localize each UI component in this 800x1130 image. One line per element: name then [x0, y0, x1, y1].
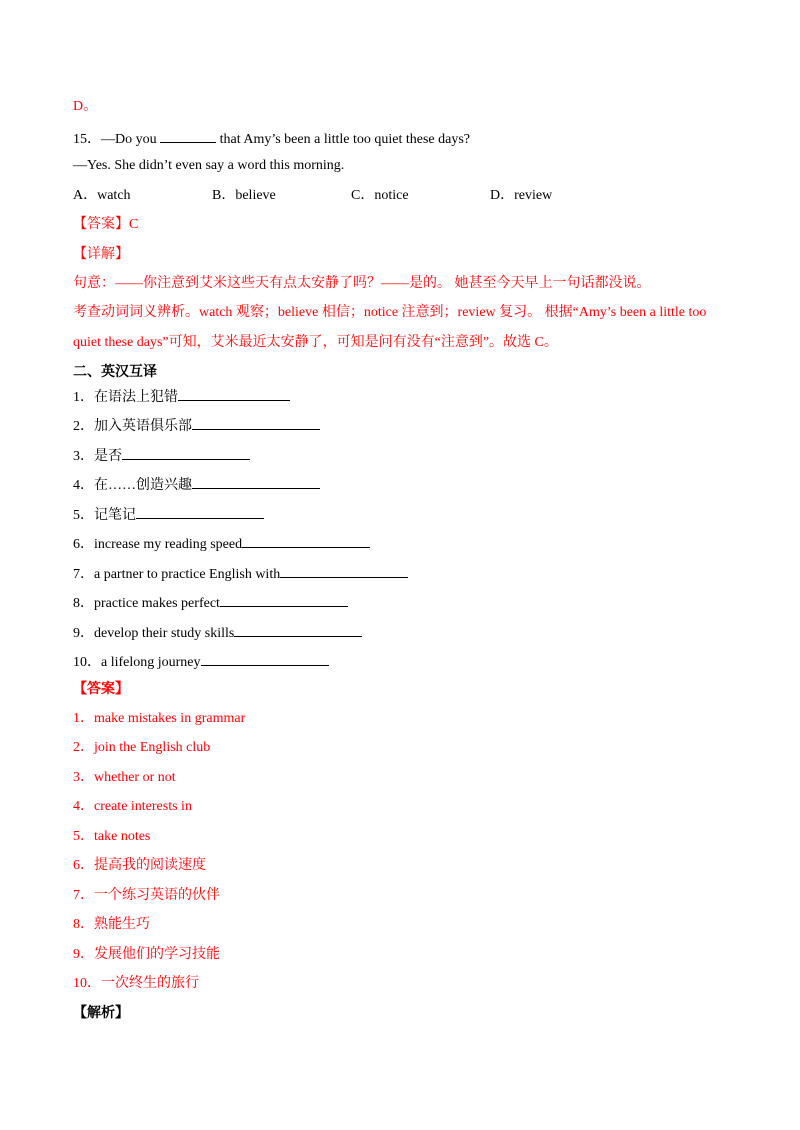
item-text: 1．在语法上犯错	[73, 390, 178, 405]
answer-item: 1．make mistakes in grammar	[73, 711, 246, 726]
answer-item: 5．take notes	[73, 829, 151, 844]
explain-label: 【详解】	[73, 247, 129, 262]
option-a: A．watch	[73, 188, 131, 203]
translation-item	[73, 386, 290, 407]
answer-item: 10．一次终生的旅行	[73, 976, 199, 991]
analysis-label: 【解析】	[73, 1006, 129, 1021]
answer-item: 7．一个练习英语的伙伴	[73, 888, 220, 903]
translation-item	[73, 622, 362, 643]
option-c: C．notice	[351, 188, 409, 203]
stem-part-a: —Do you	[101, 132, 157, 147]
answer-item: 6．提高我的阅读速度	[73, 858, 206, 873]
item-text: 10．a lifelong journey	[73, 655, 201, 670]
answer-blank	[122, 445, 250, 460]
section-answer-label: 【答案】	[73, 682, 129, 697]
translation-item	[73, 651, 329, 672]
item-text: 6．increase my reading speed	[73, 537, 243, 552]
answer-item: 9．发展他们的学习技能	[73, 947, 220, 962]
translation-item	[73, 415, 320, 436]
answer-blank	[220, 592, 348, 607]
translation-item	[73, 592, 348, 613]
item-text: 4．在……创造兴趣	[73, 478, 192, 493]
question-15-reply: —Yes. She didn’t even say a word this morning.	[73, 158, 345, 173]
item-text: 7．a partner to practice English with	[73, 567, 281, 582]
answer-blank	[201, 651, 329, 666]
translation-item	[73, 563, 408, 584]
answer-value: C	[129, 217, 139, 232]
translation-item	[73, 445, 250, 466]
question-number: 15．	[73, 132, 101, 147]
translation-item	[73, 504, 264, 525]
option-d: D．review	[490, 188, 553, 203]
item-text: 5．记笔记	[73, 508, 136, 523]
answer-item: 8．熟能生巧	[73, 917, 150, 932]
answer-blank	[160, 128, 216, 143]
previous-answer-tail: D。	[73, 99, 98, 114]
answer-blank	[280, 563, 408, 578]
answer-blank	[242, 533, 370, 548]
item-text: 3．是否	[73, 449, 122, 464]
explain-line-3: quiet these days”可知，艾米最近太安静了，可知是问有没有“注意到”。故选 C。	[73, 335, 558, 350]
answer-item: 2．join the English club	[73, 740, 211, 755]
option-b: B．believe	[212, 188, 276, 203]
translation-item	[73, 533, 370, 554]
answer-blank	[178, 386, 290, 401]
question-15-stem	[73, 128, 470, 149]
item-text: 8．practice makes perfect	[73, 596, 220, 611]
answer-item: 3．whether or not	[73, 770, 176, 785]
explain-line-1: 句意：——你注意到艾米这些天有点太安静了吗？——是的。 她甚至今天早上一句话都没说。	[73, 276, 651, 291]
answer-blank	[192, 415, 320, 430]
section-title: 二、英汉互译	[73, 365, 157, 380]
item-text: 9．develop their study skills	[73, 626, 235, 641]
translation-item	[73, 474, 320, 495]
item-text: 2．加入英语俱乐部	[73, 419, 192, 434]
answer-blank	[192, 474, 320, 489]
explain-line-2: 考查动词词义辨析。watch 观察；believe 相信；notice 注意到；review 复习。 根据“Amy’s been a little too	[73, 305, 707, 320]
answer-blank	[136, 504, 264, 519]
answer-item: 4．create interests in	[73, 799, 192, 814]
answer-line	[73, 216, 138, 234]
answer-label: 【答案】	[73, 217, 129, 232]
stem-part-b: that Amy’s been a little too quiet these days?	[219, 132, 471, 147]
answer-blank	[234, 622, 362, 637]
question-15-options	[73, 187, 552, 205]
